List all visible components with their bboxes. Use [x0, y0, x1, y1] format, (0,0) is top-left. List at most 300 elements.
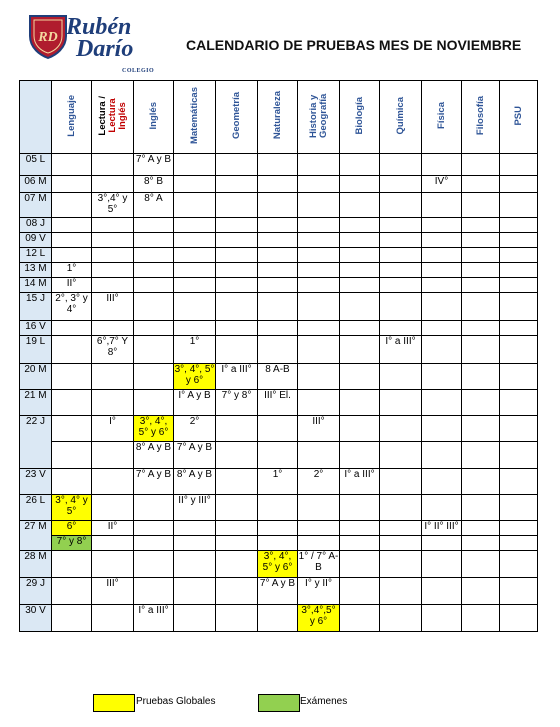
- calendar-cell: 1° / 7° A-B: [298, 551, 340, 578]
- calendar-cell: [462, 551, 500, 578]
- calendar-cell: [462, 495, 500, 521]
- calendar-cell: [500, 551, 538, 578]
- calendar-cell: 7° A y B: [134, 154, 174, 176]
- column-header: [380, 81, 422, 154]
- calendar-cell: [134, 495, 174, 521]
- calendar-cell: [500, 364, 538, 390]
- calendar-cell: [340, 521, 380, 536]
- column-header: [92, 81, 134, 154]
- calendar-cell: 7° A y B: [174, 442, 216, 469]
- calendar-cell: [462, 469, 500, 495]
- calendar-cell: [216, 336, 258, 364]
- calendar-cell: [52, 442, 92, 469]
- calendar-cell: I° A y B: [174, 390, 216, 416]
- calendar-cell: [500, 536, 538, 551]
- calendar-cell: [134, 364, 174, 390]
- day-label: 30 V: [20, 605, 52, 632]
- column-header-label: Química: [394, 96, 406, 135]
- calendar-cell: 6°,7° Y 8°: [92, 336, 134, 364]
- day-label: 27 M: [20, 521, 52, 551]
- table-row: [20, 293, 538, 321]
- calendar-cell: [380, 469, 422, 495]
- calendar-cell: [258, 293, 298, 321]
- calendar-cell: 2°: [298, 469, 340, 495]
- calendar-cell: [422, 293, 462, 321]
- calendar-cell: I° a III°: [216, 364, 258, 390]
- calendar-cell: [216, 218, 258, 233]
- calendar-cell: [340, 248, 380, 263]
- calendar-cell: 1°: [52, 263, 92, 278]
- calendar-cell: [92, 176, 134, 193]
- legend-swatch-globales: [93, 694, 135, 712]
- column-header: [216, 81, 258, 154]
- calendar-cell: IV°: [422, 176, 462, 193]
- calendar-cell: [134, 390, 174, 416]
- calendar-cell: [422, 469, 462, 495]
- calendar-cell: [258, 154, 298, 176]
- calendar-cell: 1°: [174, 336, 216, 364]
- calendar-cell: [298, 495, 340, 521]
- day-label: 06 M: [20, 176, 52, 193]
- calendar-cell: 3°,4° y 5°: [92, 193, 134, 218]
- calendar-cell: [462, 176, 500, 193]
- school-name-line3: COLEGIO: [122, 68, 155, 74]
- calendar-cell: [380, 321, 422, 336]
- header-row: [20, 81, 538, 154]
- calendar-cell: [500, 390, 538, 416]
- calendar-cell: [462, 154, 500, 176]
- day-label: 29 J: [20, 578, 52, 605]
- calendar-cell: III°: [298, 416, 340, 442]
- calendar-cell: [298, 321, 340, 336]
- column-header-label: Física: [435, 102, 447, 129]
- calendar-cell: [380, 218, 422, 233]
- table-row: [20, 176, 538, 193]
- calendar-cell: 6°: [52, 521, 92, 536]
- calendar-cell: [380, 248, 422, 263]
- calendar-cell: [462, 521, 500, 536]
- calendar-cell: [422, 364, 462, 390]
- day-label: 21 M: [20, 390, 52, 416]
- calendar-cell: 3°, 4°, 5° y 6°: [258, 551, 298, 578]
- calendar-cell: [134, 293, 174, 321]
- calendar-cell: [298, 521, 340, 536]
- school-name-line2: Darío: [76, 36, 134, 62]
- calendar-cell: [258, 495, 298, 521]
- calendar-cell: [298, 263, 340, 278]
- calendar-cell: [216, 293, 258, 321]
- calendar-cell: [500, 442, 538, 469]
- column-header-label: [98, 96, 128, 136]
- calendar-cell: [92, 442, 134, 469]
- day-label: 12 L: [20, 248, 52, 263]
- calendar-cell: [174, 521, 216, 536]
- calendar-cell: [380, 416, 422, 442]
- day-label: 05 L: [20, 154, 52, 176]
- table-row: [20, 233, 538, 248]
- calendar-cell: [380, 233, 422, 248]
- calendar-cell: [298, 442, 340, 469]
- table-row: [20, 154, 538, 176]
- calendar-cell: [462, 263, 500, 278]
- calendar-cell: [422, 248, 462, 263]
- table-row: [20, 336, 538, 364]
- day-label: 26 L: [20, 495, 52, 521]
- calendar-cell: [258, 442, 298, 469]
- legend-label-globales: Pruebas Globales: [136, 696, 216, 707]
- table-row: [20, 578, 538, 605]
- calendar-cell: [52, 469, 92, 495]
- calendar-cell: [380, 551, 422, 578]
- calendar-cell: [340, 578, 380, 605]
- calendar-cell: I°: [92, 416, 134, 442]
- calendar-cell: [380, 605, 422, 632]
- calendar-cell: [298, 218, 340, 233]
- calendar-cell: [298, 278, 340, 293]
- column-header-label: Lenguaje: [65, 94, 77, 137]
- calendar-cell: [380, 390, 422, 416]
- calendar-cell: [298, 248, 340, 263]
- calendar-cell: 8° B: [134, 176, 174, 193]
- calendar-cell: [422, 416, 462, 442]
- calendar-cell: [92, 364, 134, 390]
- table-row: [20, 218, 538, 233]
- calendar-cell: [340, 416, 380, 442]
- calendar-cell: [216, 263, 258, 278]
- calendar-cell: 8° A: [134, 193, 174, 218]
- calendar-cell: [380, 263, 422, 278]
- table-row: [20, 278, 538, 293]
- calendar-cell: 8° A y B: [134, 442, 174, 469]
- calendar-cell: [380, 176, 422, 193]
- calendar-cell: [380, 521, 422, 536]
- calendar-cell: [340, 218, 380, 233]
- calendar-cell: [134, 551, 174, 578]
- calendar-cell: [340, 263, 380, 278]
- calendar-cell: [500, 154, 538, 176]
- calendar-cell: [174, 193, 216, 218]
- calendar-cell: [380, 536, 422, 551]
- calendar-cell: [174, 278, 216, 293]
- calendar-cell: [134, 521, 174, 536]
- column-header: [52, 81, 92, 154]
- calendar-cell: [500, 605, 538, 632]
- calendar-cell: [92, 154, 134, 176]
- calendar-cell: [216, 321, 258, 336]
- calendar-cell: [52, 248, 92, 263]
- calendar-cell: 3°, 4°, 5° y 6°: [174, 364, 216, 390]
- calendar-cell: [92, 321, 134, 336]
- calendar-cell: [500, 176, 538, 193]
- calendar-cell: [340, 536, 380, 551]
- calendar-cell: [216, 233, 258, 248]
- calendar-cell: [462, 605, 500, 632]
- calendar-cell: II° y III°: [174, 495, 216, 521]
- calendar-cell: [258, 321, 298, 336]
- column-header-label-part: Lectura /: [96, 95, 108, 136]
- calendar-cell: [92, 263, 134, 278]
- calendar-cell: [500, 521, 538, 536]
- calendar-cell: [52, 416, 92, 442]
- calendar-cell: [422, 442, 462, 469]
- day-label: 14 M: [20, 278, 52, 293]
- table-row: [20, 416, 538, 442]
- calendar-cell: [340, 293, 380, 321]
- school-name: [66, 14, 155, 74]
- calendar-cell: [92, 605, 134, 632]
- calendar-cell: [298, 176, 340, 193]
- calendar-cell: [134, 321, 174, 336]
- calendar-cell: [216, 551, 258, 578]
- calendar-cell: I° y II°: [298, 578, 340, 605]
- page-title: CALENDARIO DE PRUEBAS MES DE NOVIEMBRE: [186, 37, 522, 53]
- calendar-cell: 3°,4°,5° y 6°: [298, 605, 340, 632]
- calendar-cell: [422, 218, 462, 233]
- calendar-cell: [216, 469, 258, 495]
- column-header-label: PSU: [512, 105, 524, 126]
- calendar-cell: [216, 278, 258, 293]
- calendar-cell: [462, 293, 500, 321]
- calendar-cell: [340, 495, 380, 521]
- calendar-cell: [422, 336, 462, 364]
- calendar-cell: [422, 193, 462, 218]
- calendar-cell: [380, 278, 422, 293]
- calendar-cell: [500, 193, 538, 218]
- legend-swatch-examenes: [258, 694, 300, 712]
- column-header: [422, 81, 462, 154]
- calendar-cell: [462, 321, 500, 336]
- calendar-cell: [422, 278, 462, 293]
- table-row: [20, 605, 538, 632]
- table-row: [20, 248, 538, 263]
- column-header: [258, 81, 298, 154]
- calendar-cell: [174, 176, 216, 193]
- calendar-cell: 7° y 8°: [52, 536, 92, 551]
- calendar-cell: [462, 364, 500, 390]
- column-header-label: Filosofía: [474, 95, 486, 136]
- calendar-cell: [380, 193, 422, 218]
- calendar-cell: [92, 233, 134, 248]
- column-header-label: Historia y Geografía: [307, 93, 329, 138]
- calendar-cell: [380, 293, 422, 321]
- calendar-cell: [92, 218, 134, 233]
- calendar-cell: [500, 233, 538, 248]
- calendar-cell: II°: [52, 278, 92, 293]
- column-header-label: Biología: [353, 96, 365, 135]
- table-row: [20, 193, 538, 218]
- calendar-cell: [462, 536, 500, 551]
- calendar-cell: [340, 605, 380, 632]
- table-row: [20, 321, 538, 336]
- calendar-cell: [500, 416, 538, 442]
- column-header: [298, 81, 340, 154]
- calendar-cell: [92, 551, 134, 578]
- calendar-cell: [258, 521, 298, 536]
- calendar-cell: [422, 605, 462, 632]
- day-label: 08 J: [20, 218, 52, 233]
- day-label: 23 V: [20, 469, 52, 495]
- calendar-cell: III°: [92, 578, 134, 605]
- svg-text:RD: RD: [38, 30, 58, 45]
- day-label: 16 V: [20, 321, 52, 336]
- calendar-cell: [258, 193, 298, 218]
- table-row: [20, 442, 538, 469]
- calendar-cell: [216, 248, 258, 263]
- calendar-cell: [462, 193, 500, 218]
- calendar-cell: [174, 263, 216, 278]
- calendar-cell: 3°, 4°, 5° y 6°: [134, 416, 174, 442]
- calendar-cell: [422, 551, 462, 578]
- calendar-cell: [258, 336, 298, 364]
- calendar-cell: [500, 336, 538, 364]
- calendar-cell: [134, 218, 174, 233]
- calendar-cell: [462, 233, 500, 248]
- calendar-cell: [92, 495, 134, 521]
- table-row: [20, 495, 538, 521]
- calendar-cell: [340, 390, 380, 416]
- calendar-cell: [258, 176, 298, 193]
- calendar-cell: [380, 442, 422, 469]
- calendar-cell: 7° A y B: [134, 469, 174, 495]
- calendar-cell: [258, 263, 298, 278]
- calendar-cell: [500, 495, 538, 521]
- calendar-cell: [174, 536, 216, 551]
- table-row: [20, 263, 538, 278]
- calendar-cell: [134, 536, 174, 551]
- column-header-label: Inglés: [147, 101, 159, 130]
- calendar-cell: [174, 321, 216, 336]
- calendar-cell: [298, 364, 340, 390]
- calendar-cell: [298, 536, 340, 551]
- calendar-cell: I° a III°: [380, 336, 422, 364]
- column-header: [340, 81, 380, 154]
- calendar-cell: [422, 495, 462, 521]
- calendar-cell: [52, 551, 92, 578]
- column-header-label: Matemáticas: [188, 86, 200, 145]
- calendar-cell: [298, 233, 340, 248]
- calendar-cell: [134, 578, 174, 605]
- calendar-cell: [422, 536, 462, 551]
- calendar-cell: [52, 154, 92, 176]
- calendar-cell: [52, 233, 92, 248]
- table-row: [20, 551, 538, 578]
- calendar-cell: [52, 336, 92, 364]
- day-label: 07 M: [20, 193, 52, 218]
- calendar-cell: [462, 248, 500, 263]
- calendar-cell: [380, 364, 422, 390]
- calendar-cell: [500, 578, 538, 605]
- calendar-cell: 3°, 4° y 5°: [52, 495, 92, 521]
- calendar-cell: I° II° III°: [422, 521, 462, 536]
- school-name-line1: Rubén: [66, 14, 132, 40]
- calendar-cell: [52, 321, 92, 336]
- calendar-cell: [92, 278, 134, 293]
- calendar-cell: [340, 442, 380, 469]
- column-header-label: Geometría: [230, 92, 242, 139]
- column-header: [174, 81, 216, 154]
- calendar-cell: [92, 248, 134, 263]
- calendar-cell: [216, 578, 258, 605]
- calendar-cell: [500, 278, 538, 293]
- calendar-cell: [174, 605, 216, 632]
- calendar-cell: [340, 336, 380, 364]
- calendar-cell: [340, 321, 380, 336]
- column-header-label-part: Inglés: [116, 101, 128, 130]
- calendar-cell: [258, 416, 298, 442]
- calendar-cell: [422, 233, 462, 248]
- calendar-cell: [340, 176, 380, 193]
- day-label: 15 J: [20, 293, 52, 321]
- calendar-cell: [174, 293, 216, 321]
- calendar-cell: [500, 469, 538, 495]
- calendar-cell: [422, 578, 462, 605]
- calendar-cell: [92, 536, 134, 551]
- calendar-cell: [380, 578, 422, 605]
- calendar-cell: [52, 390, 92, 416]
- calendar-cell: [174, 233, 216, 248]
- calendar-cell: [258, 233, 298, 248]
- calendar-cell: [500, 248, 538, 263]
- table-row: [20, 521, 538, 536]
- calendar-cell: [462, 416, 500, 442]
- calendar-cell: [500, 218, 538, 233]
- calendar-cell: [216, 521, 258, 536]
- calendar-cell: [216, 154, 258, 176]
- calendar-cell: [92, 469, 134, 495]
- calendar-cell: [422, 390, 462, 416]
- calendar-cell: [174, 248, 216, 263]
- calendar-cell: [258, 218, 298, 233]
- calendar-cell: 8° A y B: [174, 469, 216, 495]
- calendar-cell: [216, 176, 258, 193]
- calendar-cell: 2°: [174, 416, 216, 442]
- calendar-cell: [258, 536, 298, 551]
- column-header: [500, 81, 538, 154]
- calendar-cell: [216, 416, 258, 442]
- calendar-cell: [500, 263, 538, 278]
- calendar-cell: III°: [92, 293, 134, 321]
- calendar-cell: [340, 551, 380, 578]
- calendar-cell: [52, 176, 92, 193]
- calendar-cell: [216, 536, 258, 551]
- calendar-cell: 7° A y B: [258, 578, 298, 605]
- calendar-cell: [216, 442, 258, 469]
- calendar-cell: [134, 248, 174, 263]
- day-label: 28 M: [20, 551, 52, 578]
- calendar-cell: [134, 233, 174, 248]
- calendar-cell: [500, 293, 538, 321]
- calendar-cell: [340, 193, 380, 218]
- day-label: 22 J: [20, 416, 52, 469]
- day-label: 19 L: [20, 336, 52, 364]
- corner-cell: [20, 81, 52, 154]
- column-header-label-part: Lectura: [106, 98, 118, 133]
- calendar-cell: I° a III°: [340, 469, 380, 495]
- calendar-cell: [380, 495, 422, 521]
- calendar-cell: [174, 551, 216, 578]
- calendar-cell: [52, 193, 92, 218]
- calendar-cell: [462, 390, 500, 416]
- calendar-cell: [134, 278, 174, 293]
- calendar-cell: [174, 578, 216, 605]
- calendar-cell: [258, 605, 298, 632]
- calendar-cell: 2°, 3° y 4°: [52, 293, 92, 321]
- exam-calendar-table: [19, 80, 538, 632]
- calendar-cell: [380, 154, 422, 176]
- calendar-cell: [298, 154, 340, 176]
- column-header: [462, 81, 500, 154]
- calendar-cell: [422, 154, 462, 176]
